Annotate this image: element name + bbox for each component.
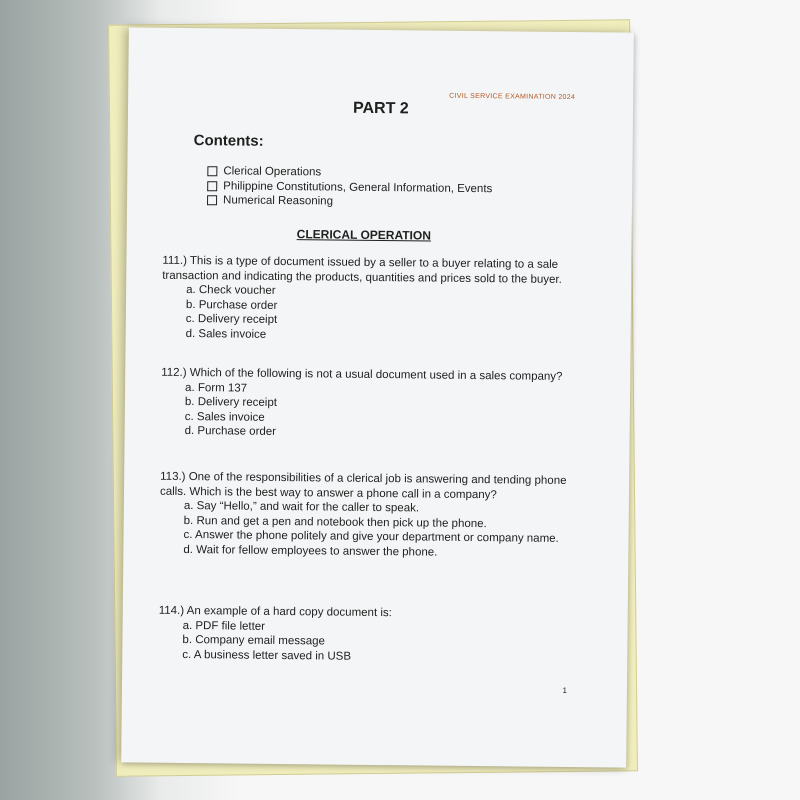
question-stem xyxy=(160,470,580,503)
contents-title: Contents: xyxy=(193,132,264,150)
contents-item-label: Philippine Constitutions, General Information, Events xyxy=(223,179,493,195)
choice: a. Say “Hello,” and wait for the caller to speak. xyxy=(183,499,420,515)
question-text: This is a type of document issued by a seller to a buyer relating to a sale transaction and indicating the products, quantities and prices sold to the buyer. xyxy=(162,255,562,286)
checkbox-icon xyxy=(207,181,217,191)
choice: d. Purchase order xyxy=(184,424,277,438)
checkbox-icon xyxy=(207,195,217,205)
question-text: An example of a hard copy document is: xyxy=(186,605,392,620)
choice: a. Check voucher xyxy=(186,283,276,297)
checkbox-icon xyxy=(207,166,217,176)
choice: c. Answer the phone politely and give your department or company name. xyxy=(183,528,559,545)
choice: c. A business letter saved in USB xyxy=(182,648,352,663)
contents-list xyxy=(207,164,493,210)
contents-item-label: Clerical Operations xyxy=(223,165,322,179)
question-number: 112.) xyxy=(161,366,187,379)
page-number: 1 xyxy=(562,685,567,695)
choice: c. Sales invoice xyxy=(184,410,265,424)
choice: d. Sales invoice xyxy=(185,327,267,341)
choice: a. Form 137 xyxy=(185,381,248,395)
question-114 xyxy=(158,604,579,666)
question-number: 111.) xyxy=(162,254,187,267)
question-number: 113.) xyxy=(160,470,186,483)
choice-list xyxy=(159,499,580,561)
contents-item-label: Numerical Reasoning xyxy=(222,194,334,208)
question-stem xyxy=(162,254,582,287)
choice: b. Purchase order xyxy=(185,298,278,312)
choice: c. Delivery receipt xyxy=(185,312,278,326)
section-title: CLERICAL OPERATION xyxy=(296,227,432,243)
question-112 xyxy=(161,366,582,443)
part-title: PART 2 xyxy=(352,99,409,118)
exam-header: CIVIL SERVICE EXAMINATION 2024 xyxy=(449,92,576,102)
choice-list xyxy=(158,618,578,666)
question-113 xyxy=(159,470,580,561)
contents-item xyxy=(207,193,492,210)
choice: b. Run and get a pen and notebook then pick up the phone. xyxy=(183,514,487,530)
choice-list xyxy=(162,283,583,345)
choice: a. PDF file letter xyxy=(182,619,266,633)
question-111 xyxy=(162,254,583,345)
choice: b. Company email message xyxy=(182,633,326,648)
choice: b. Delivery receipt xyxy=(184,395,278,409)
question-text: One of the responsibilities of a clerical job is answering and tending phone calls. Which is the best way to answer a phone call in a company? xyxy=(159,471,567,501)
choice-list xyxy=(161,380,582,442)
question-number: 114.) xyxy=(158,604,185,617)
exam-page xyxy=(121,27,634,767)
question-text: Which of the following is not a usual document used in a sales company? xyxy=(189,367,563,383)
choice: d. Wait for fellow employees to answer the phone. xyxy=(183,543,438,559)
